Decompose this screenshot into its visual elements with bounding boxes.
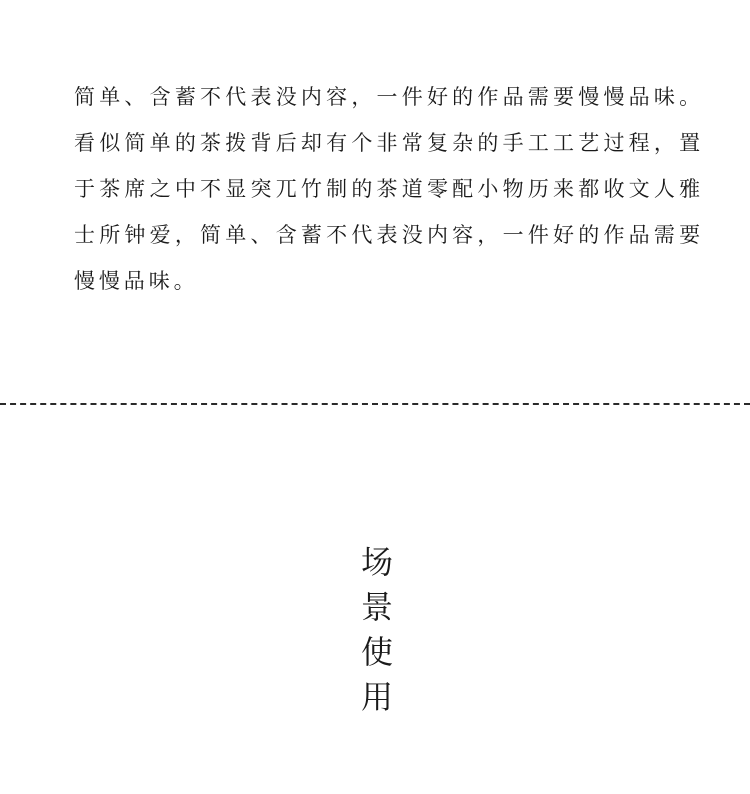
dashed-divider [0, 403, 750, 405]
section-title-scene-usage: 场景使用 [360, 543, 393, 716]
product-description: 简单、含蓄不代表没内容，一件好的作品需要慢慢品味。看似简单的茶拨背后却有个非常复杂的手工工艺过程，置于茶席之中不显突兀竹制的茶道零配小物历来都收文人雅士所钟爱，简单、含蓄不代表没内容，一件好的作品需要慢慢品味。 [74, 85, 704, 293]
